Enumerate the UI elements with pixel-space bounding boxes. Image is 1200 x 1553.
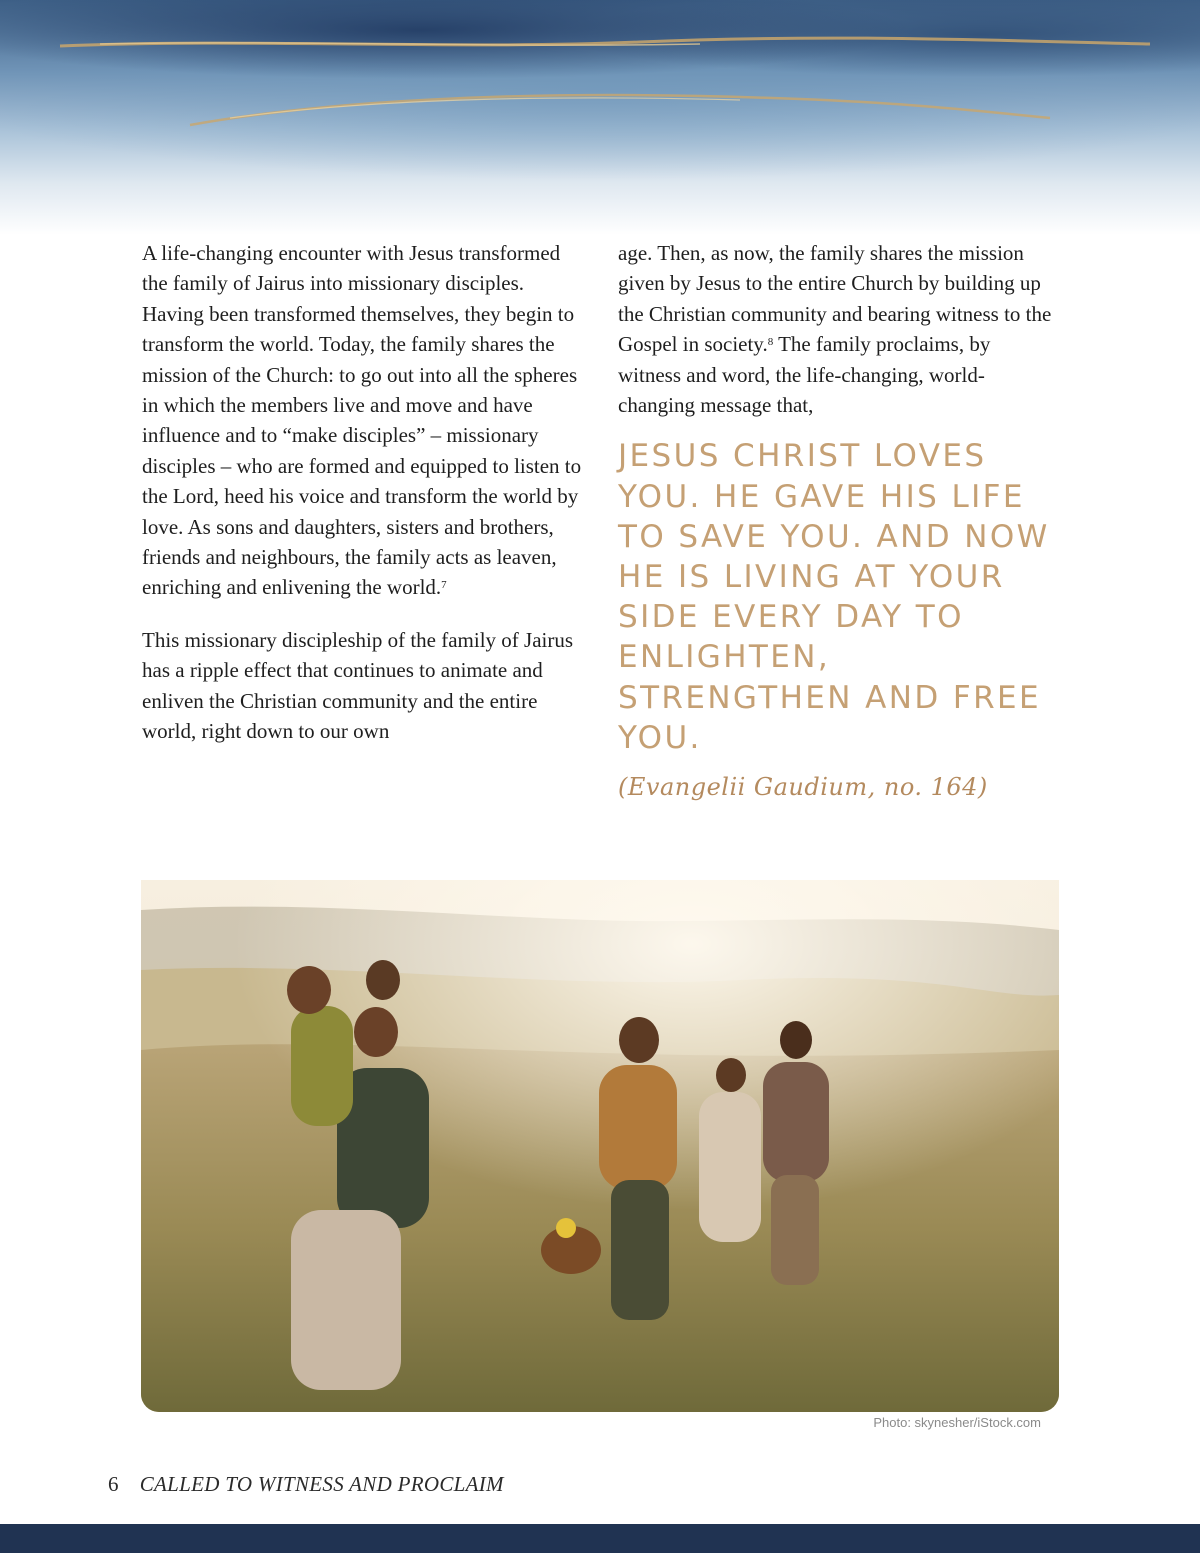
footnote-7: 7 [441,579,447,592]
body-paragraph-2: This missionary discipleship of the family of Jairus has a ripple effect that continues to animate and enliven the Christian community and the entire world, right down to our own [142,627,574,744]
body-paragraph-1: A life-changing encounter with Jesus transformed the family of Jairus into missionary disciples. Having been transformed themselves, they begin to transform the world. Today, the family shares the mission of the Church: to go out into all the spheres in which the members live and move and have influence and to “make disciples” – missionary disciples – who are formed and equipped to listen to the Lord, heed his voice and transform the world by love. As sons and daughters, sisters and brothers, friends and neighbours, the family acts as leaven, enriching and enlivening the world.$^7$ [142,241,582,600]
page-footer [108,1472,504,1497]
pull-quote: JESUS CHRIST LOVES YOU. HE GAVE HIS LIFE TO SAVE YOU. AND NOW HE IS LIVING AT YOUR SIDE EVERY DAY TO ENLIGHTEN, STRENGTHEN AND FREE YOU. [618,438,1050,756]
body-paragraph-3: age. Then, as now, the family shares the mission given by Jesus to the entire Church by building up the Christian community and bearing witness to the Gospel in society.$^8$ The family proclaims, by witness and word, the life-changing, world-changing message that, [618,241,1052,418]
left-column [142,238,582,747]
page-number: 6 [108,1472,119,1496]
footer-bar [0,1524,1200,1553]
family-photo [141,880,1059,1412]
right-column [618,238,1058,802]
gold-brushstrokes [0,0,1200,235]
photo-credit: Photo: skynesher/iStock.com [873,1415,1041,1430]
header-watercolor-banner [0,0,1200,235]
pull-quote-citation: (Evangelii Gaudium, no. 164) [618,773,988,802]
publication-title: CALLED TO WITNESS AND PROCLAIM [139,1472,504,1496]
footnote-8: 8 [767,336,774,349]
